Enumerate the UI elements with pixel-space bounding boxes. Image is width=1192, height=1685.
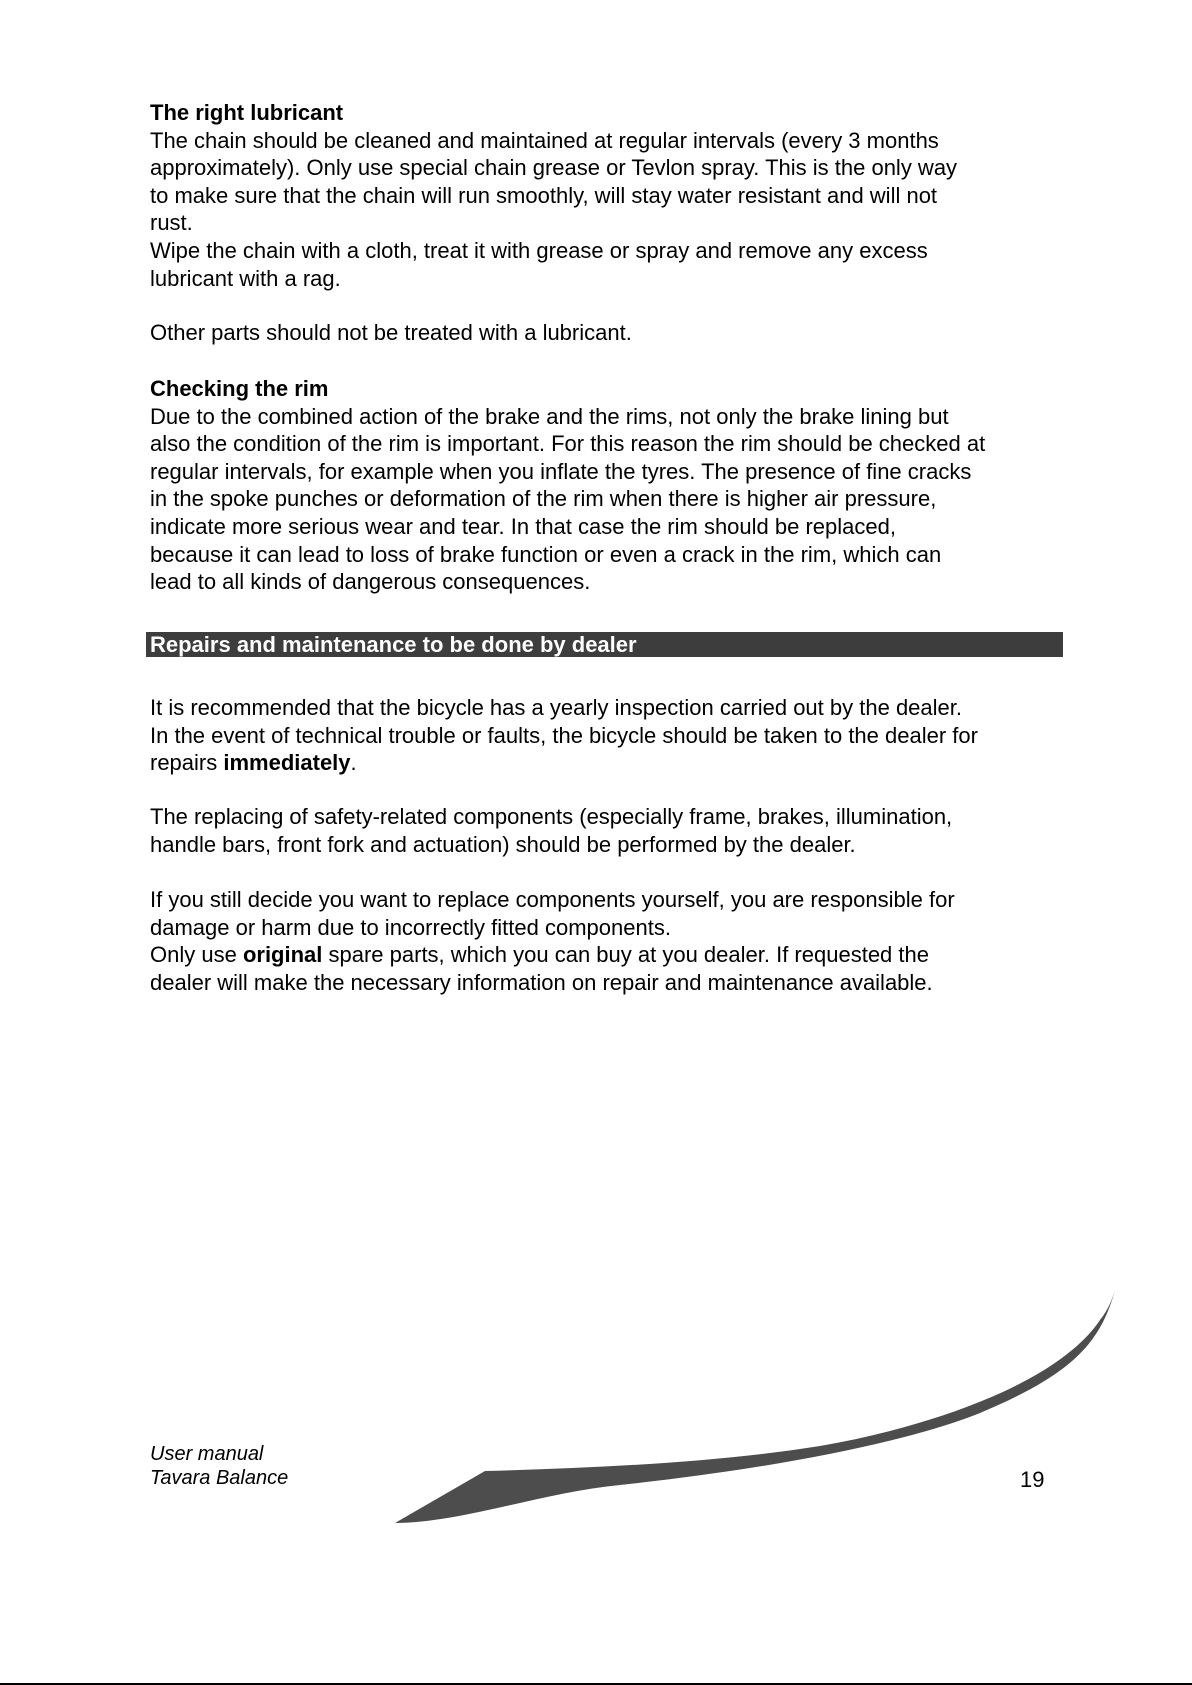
rim-line: regular intervals, for example when you inflate the tyres. The presence of fine cracks <box>150 458 972 484</box>
rim-line: also the condition of the rim is important. For this reason the rim should be checked at <box>150 431 986 457</box>
lubricant-note-text: Other parts should not be treated with a lubricant. <box>150 320 632 345</box>
lubricant-line: lubricant with a rag. <box>150 265 341 291</box>
dealer-line: dealer will make the necessary information on repair and maintenance available. <box>150 969 933 995</box>
dealer-line: It is recommended that the bicycle has a yearly inspection carried out by the dealer. <box>150 695 962 720</box>
rim-line: Due to the combined action of the brake and the rims, not only the brake lining but <box>150 403 949 429</box>
footer-product-name: Tavara Balance <box>150 1467 289 1489</box>
emphasis-immediately: immediately <box>223 750 351 776</box>
rim-line: in the spoke punches or deformation of the rim when there is higher air pressure, <box>150 486 937 512</box>
lubricant-line: approximately). Only use special chain grease or Tevlon spray. This is the only way <box>150 155 958 181</box>
rim-heading: Checking the rim <box>150 376 329 401</box>
page-number: 19 <box>1020 1467 1045 1492</box>
dealer-text: spare parts, which you can buy at you dealer. If requested the <box>322 942 929 968</box>
dealer-line: If you still decide you want to replace components yourself, you are responsible for <box>150 887 955 912</box>
dealer-text: . <box>350 750 357 776</box>
dealer-line: The replacing of safety-related components (especially frame, brakes, illumination, <box>150 804 953 829</box>
dealer-line: damage or harm due to incorrectly fitted components. <box>150 914 671 940</box>
rim-line: lead to all kinds of dangerous consequences. <box>150 569 591 595</box>
lubricant-line: The chain should be cleaned and maintained at regular intervals (every 3 months <box>150 127 939 153</box>
rim-line: indicate more serious wear and tear. In that case the rim should be replaced, <box>150 513 896 539</box>
dealer-section-banner: Repairs and maintenance to be done by dealer <box>146 632 1063 657</box>
dealer-line: handle bars, front fork and actuation) should be performed by the dealer. <box>150 831 856 857</box>
swoosh-shape <box>395 1290 1115 1523</box>
footer-document-title: User manual <box>150 1443 264 1465</box>
lubricant-line: to make sure that the chain will run smoothly, will stay water resistant and will not <box>150 182 938 208</box>
rim-line: because it can lead to loss of brake function or even a crack in the rim, which can <box>150 541 942 567</box>
dealer-text: Only use <box>150 942 243 968</box>
emphasis-original: original <box>242 942 323 968</box>
lubricant-line: rust. <box>150 210 193 236</box>
dealer-line: In the event of technical trouble or faults, the bicycle should be taken to the dealer for <box>150 722 978 748</box>
dealer-text: repairs <box>150 750 224 776</box>
lubricant-line: Wipe the chain with a cloth, treat it with grease or spray and remove any excess <box>150 237 928 263</box>
lubricant-heading: The right lubricant <box>150 100 344 125</box>
